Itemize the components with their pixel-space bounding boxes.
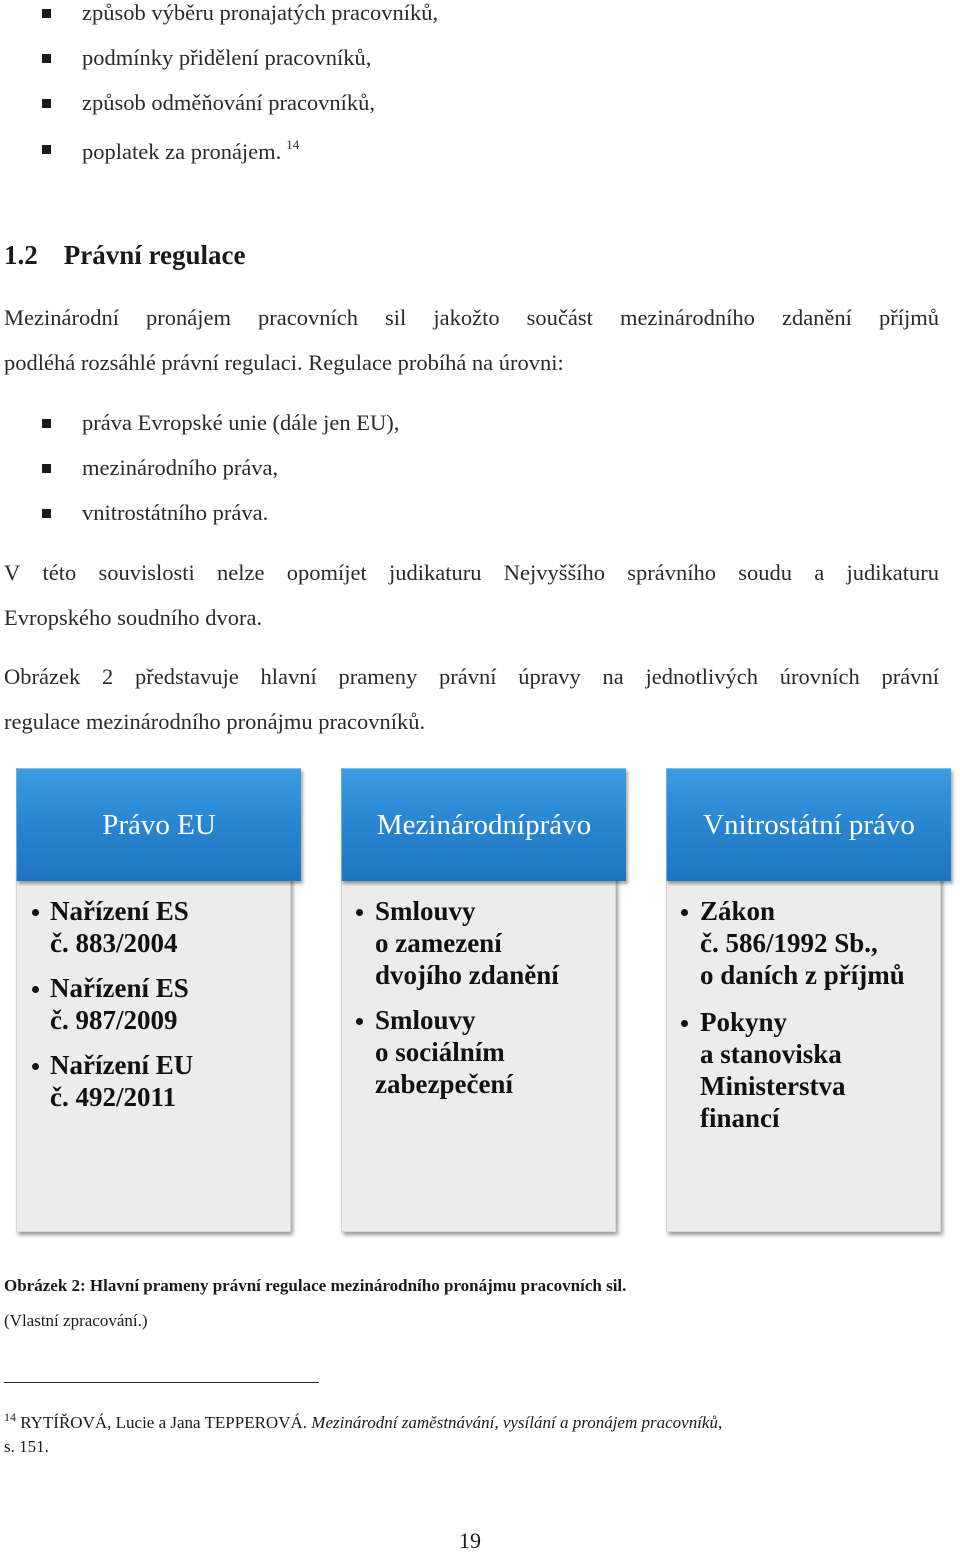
bullet-icon (681, 909, 688, 916)
footnote-authors: RYTÍŘOVÁ, Lucie a Jana TEPPEROVÁ. (20, 1413, 308, 1432)
word: mezinárodního (619, 305, 755, 330)
column-header-international (341, 768, 626, 881)
word: součást (526, 305, 593, 330)
section-number: 1.2 (4, 240, 38, 270)
bullet-icon (32, 909, 39, 916)
word: sil (385, 305, 407, 330)
column-title: Právo EU (102, 808, 216, 841)
word: a (814, 560, 825, 585)
word: právní (881, 664, 939, 689)
footnote-number: 14 (4, 1410, 16, 1424)
column-item: Smlouvy o zamezení dvojího zdanění (375, 896, 559, 990)
column-header-national (666, 768, 951, 881)
square-bullet-icon (42, 464, 51, 473)
word: jakožto (433, 305, 500, 330)
paragraph-3-line-1 (4, 666, 939, 689)
bullet-icon (681, 1020, 688, 1027)
word: úrovních (779, 664, 860, 689)
column-item: Nařízení ES č. 883/2004 (50, 896, 189, 958)
square-bullet-icon (42, 54, 51, 63)
word: pracovních (258, 305, 358, 330)
list-item: podmínky přidělení pracovníků, (82, 45, 372, 70)
word: správního (627, 560, 716, 585)
column-title: Vnitrostátní právo (703, 808, 915, 841)
footnote-title: Mezinárodní zaměstnávání, vysílání a pronájem pracovníků (311, 1413, 718, 1432)
list-item: vnitrostátního práva. (82, 500, 269, 525)
square-bullet-icon (42, 99, 51, 108)
square-bullet-icon (42, 9, 51, 18)
column-item: Zákon č. 586/1992 Sb., o daních z příjmů (700, 896, 905, 990)
paragraph-3-line-2: regulace mezinárodního pronájmu pracovníků. (4, 709, 426, 734)
word: Obrázek (4, 664, 81, 689)
word: judikaturu (389, 560, 482, 585)
paragraph-1-line-1 (4, 307, 939, 330)
section-title: Právní regulace (63, 240, 246, 270)
word: zdanění (781, 305, 852, 330)
square-bullet-icon (42, 419, 51, 428)
figure-caption: Obrázek 2: Hlavní prameny právní regulace mezinárodního pronájmu pracovních sil. (4, 1276, 627, 1295)
word: soudu (738, 560, 792, 585)
word: úpravy (518, 664, 581, 689)
word: hlavní (260, 664, 317, 689)
word: této (42, 560, 77, 585)
word: právní (438, 664, 497, 689)
column-item: Pokyny a stanoviska Ministerstva financí (700, 1007, 846, 1133)
column-item: Nařízení EU č. 492/2011 (50, 1050, 194, 1112)
column-item: Smlouvy o sociálním zabezpečení (375, 1005, 513, 1099)
list-item: způsob odměňování pracovníků, (82, 90, 376, 115)
bullet-icon (356, 909, 363, 916)
footnote-line-2: s. 151. (4, 1437, 49, 1456)
word: opomíjet (286, 560, 367, 585)
footnote-ref: 14 (286, 137, 300, 152)
word: příjmů (878, 305, 939, 330)
list-item-text: poplatek za pronájem. (82, 139, 282, 164)
word: představuje (134, 664, 239, 689)
square-bullet-icon (42, 145, 51, 154)
paragraph-1-line-2: podléhá rozsáhlé právní regulaci. Regulace probíhá na úrovni: (4, 350, 564, 375)
word: V (4, 560, 21, 585)
word: souvislosti (98, 560, 195, 585)
paragraph-2-line-2: Evropského soudního dvora. (4, 605, 263, 630)
paragraph-2-line-1 (4, 562, 939, 585)
bullet-icon (32, 986, 39, 993)
word: pronájem (146, 305, 231, 330)
square-bullet-icon (42, 509, 51, 518)
word: judikaturu (846, 560, 939, 585)
word: 2 (101, 664, 114, 689)
column-header-eu (16, 768, 301, 881)
footnote-trail: , (717, 1413, 723, 1432)
figure-source: (Vlastní zpracování.) (4, 1311, 148, 1330)
page-number: 19 (459, 1528, 481, 1553)
section-heading (4, 240, 245, 271)
footnote (4, 1410, 722, 1433)
list-item: práva Evropské unie (dále jen EU), (82, 410, 400, 435)
footnote-divider (4, 1382, 319, 1383)
list-item: mezinárodního práva, (82, 455, 279, 480)
word: Mezinárodní (4, 305, 119, 330)
word: nelze (217, 560, 265, 585)
word: jednotlivých (645, 664, 758, 689)
list-item: způsob výběru pronajatých pracovníků, (82, 0, 439, 25)
column-title: Mezinárodníprávo (376, 808, 592, 841)
word: prameny (338, 664, 418, 689)
word: na (602, 664, 624, 689)
bullet-icon (32, 1063, 39, 1070)
bullet-icon (356, 1018, 363, 1025)
list-item (82, 138, 299, 164)
word: Nejvyššího (503, 560, 605, 585)
column-item: Nařízení ES č. 987/2009 (50, 973, 189, 1035)
